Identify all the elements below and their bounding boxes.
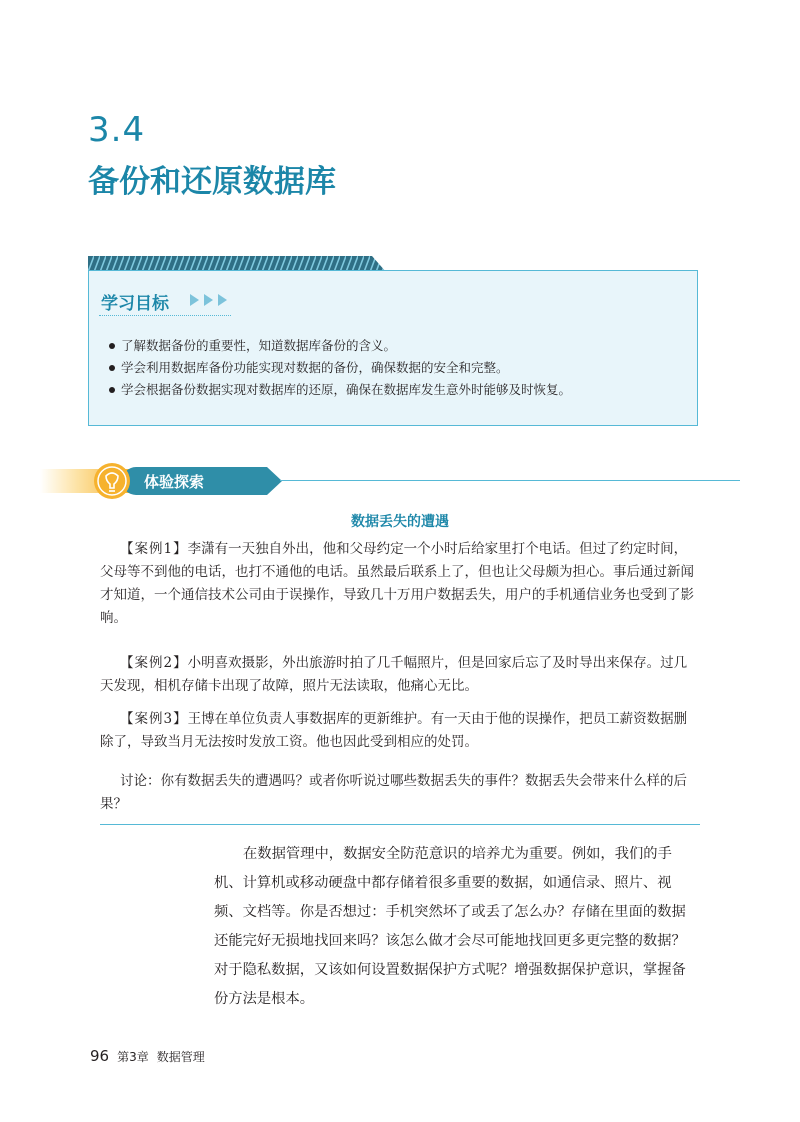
story-title: 数据丢失的遭遇 — [351, 514, 449, 530]
case-tag: 【案例2】 — [120, 655, 188, 671]
objectives-title: 学习目标 — [101, 294, 169, 314]
explore-header — [40, 462, 700, 502]
case-text: 小明喜欢摄影，外出旅游时拍了几千幅照片，但是回家后忘了及时导出来保存。过几天发现，相机存储卡出现了故障，照片无法读取，他痛心无比。 — [100, 655, 688, 694]
explore-label: 体验探索 — [144, 473, 205, 491]
page-number: 96 — [90, 1047, 110, 1065]
body-paragraph: 在数据管理中，数据安全防范意识的培养尤为重要。例如，我们的手机、计算机或移动硬盘中都存储着很多重要的数据，如通信录、照片、视频、文档等。你是否想过：手机突然坏了或丢了怎么办？存储在里面的数据还能完好无损地找回来吗？该怎么做才会尽可能地找回更多更完整的数据？对于隐私数据，又该如何设置数据保护方式呢？增强数据保护意识，掌握备份方法是根本。 — [214, 846, 686, 1007]
discussion-prompt: 讨论：你有数据丢失的遭遇吗？或者你听说过哪些数据丢失的事件？数据丢失会带来什么样的后果？ — [100, 773, 687, 812]
learning-objectives-box — [88, 270, 698, 426]
triple-arrow-icon — [190, 294, 230, 306]
section-number: 3.4 — [88, 110, 146, 150]
chapter-name: 数据管理 — [156, 1050, 205, 1064]
case-paragraph — [100, 538, 700, 630]
case-tag: 【案例1】 — [120, 541, 188, 557]
section-divider — [100, 824, 700, 825]
case-paragraph — [100, 708, 700, 754]
objective-item: 学会根据备份数据实现对数据库的还原，确保在数据库发生意外时能够及时恢复。 — [107, 379, 571, 401]
objective-item: 学会利用数据库备份功能实现对数据的备份，确保数据的安全和完整。 — [107, 357, 571, 379]
section-title: 备份和还原数据库 — [88, 164, 336, 200]
case-text: 李潇有一天独自外出，他和父母约定一个小时后给家里打个电话。但过了约定时间，父母等不到他的电话，也打不通他的电话。虽然最后联系上了，但也让父母颇为担心。事后通过新闻才知道，一个通信技术公司由于误操作，导致几十万用户数据丢失，用户的手机通信业务也受到了影响。 — [100, 541, 694, 626]
explore-divider-line — [280, 480, 740, 481]
objectives-list — [107, 335, 571, 401]
page-footer — [90, 1046, 205, 1065]
chapter-label: 第3章 — [117, 1050, 149, 1064]
case-text: 王博在单位负责人事数据库的更新维护。有一天由于他的误操作，把员工薪资数据删除了，导致当月无法按时发放工资。他也因此受到相应的处罚。 — [100, 711, 688, 750]
case-paragraph — [100, 652, 700, 698]
objective-item: 了解数据备份的重要性，知道数据库备份的含义。 — [107, 335, 571, 357]
objectives-title-rule — [99, 315, 231, 317]
lightbulb-icon — [92, 462, 132, 502]
case-tag: 【案例3】 — [120, 711, 188, 727]
